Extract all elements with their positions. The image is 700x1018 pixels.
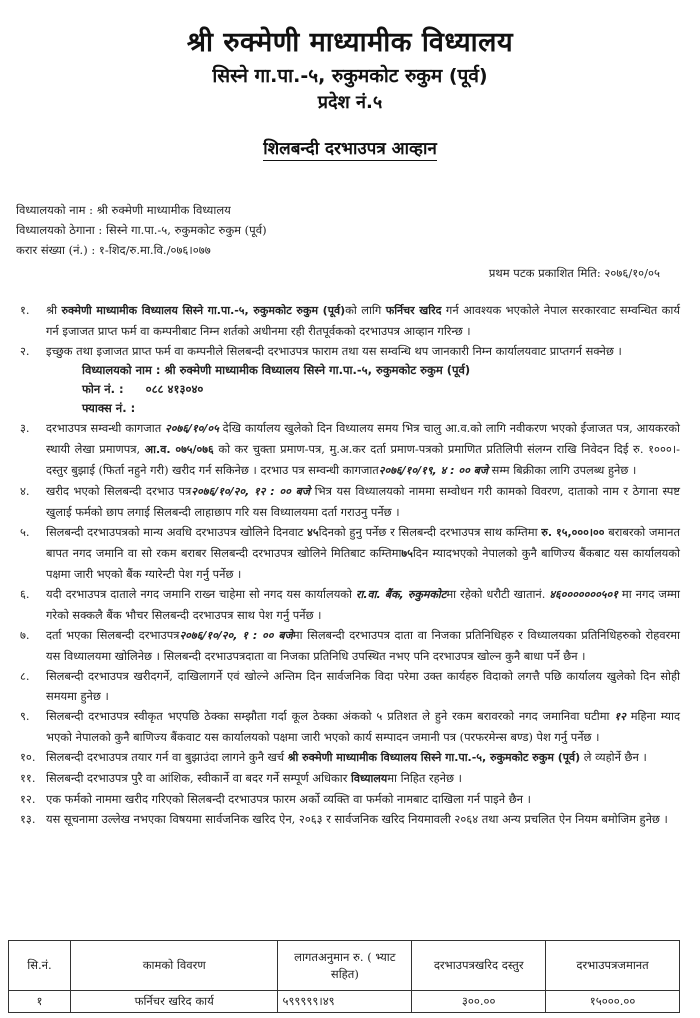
term-fragment: मा रहेको धरौटी खातानं. [446,587,550,601]
notice-title [0,136,700,159]
term-number: ८. [20,669,30,683]
term-fragment: दरभाउपत्र सम्वन्धी कागजात [46,421,166,435]
cell-bid-security: १५०००.०० [546,991,680,1013]
term-fragment: मा निहित रहनेछ । [387,771,462,785]
term-text [46,706,680,747]
term-emphasis: ४६०००००००५०१ [549,588,618,601]
term-fragment: गर्न आवश्यक भएकोले नेपाल सरकारवाट सम्वन्धित कार्य गर्न इजाजत प्राप्त फर्म वा कम्पनीबाट निम्न शर्तको अधीनमा रही रीतपूर्वकको दरभाउपत्र आव्हान गरिन्छ । [46,303,680,338]
cell-work-description: फर्निचर खरिद कार्य [70,991,278,1013]
term-item [14,584,680,625]
contact-phone [82,380,680,399]
terms-list [14,300,680,829]
term-number: १०. [20,750,36,764]
table-row [9,991,680,1013]
header-serial: सि.नं. [9,941,71,991]
term-number: ६. [20,587,30,601]
term-fragment: बराबरको जमानत बापत नगद जमानि वा सो रकम बराबर सिलबन्दी दरभाउपत्र खोलिने मितिबाट कम्तिमा [46,525,680,560]
term-fragment: महिना म्याद भएको नेपालको कुनै बाणिज्य बैंकवाट यस कार्यालयको पक्षमा जारी भएको कार्य सम्पादन जमानी पत्र (परफरमेन्स बण्ड) पेश गर्नु पर्नेछ । [46,709,680,744]
term-fragment: यस सूचनामा उल्लेख नभएका विषयमा सार्वजनिक खरिद ऐन, २०६३ र सार्वजनिक खरिद नियमावली २०६४ तथा अन्य प्रचलित ऐन नियम बमोजिम हुनेछ । [46,812,668,826]
term-text [46,522,680,584]
term-item [14,418,680,481]
term-number: ७. [20,628,30,642]
header-cost-estimate: लागतअनुमान रु. ( भ्याट सहित) [278,941,412,991]
term-fragment: सिलबन्दी दरभाउपत्र स्वीकृत भएपछि ठेक्का सम्झौता गर्दा कूल ठेक्का अंकको ५ प्रतिशत ले हुने रकम बरावरको नगद जमानिवा घटीमा [46,709,615,723]
term-item [14,706,680,747]
term-number: ३. [20,421,30,435]
contact-fax [82,399,680,418]
contact-school-name: विध्यालयको नाम : श्री रुक्मेणी माध्यामीक विध्यालय सिस्ने गा.पा.-५, रुकुमकोट रुकुम (पूर्व) [82,363,471,377]
fax-label: फ्याक्स नं. : [82,401,136,415]
term-item [14,747,680,768]
school-address-line: विध्यालयको ठेगाना : सिस्ने गा.पा.-५, रुकुमकोट रुकुम (पूर्व) [16,223,267,237]
header-purchase-fee: दरभाउपत्रखरिद दस्तुर [412,941,546,991]
phone-value: ०८८ ४१३०४० [145,382,204,396]
term-text [46,768,680,789]
term-fragment: यदी दरभाउपत्र दाताले नगद जमानि राख्न चाहेमा सो नगद यस कार्यालयको [46,587,356,601]
term-text [46,341,680,361]
term-emphasis: रा.वा. बैंक, रुकुमकोट [355,588,447,601]
term-fragment: श्री [46,303,62,317]
term-text [46,789,680,809]
term-emphasis: ७५ [401,547,413,560]
term-item [14,341,680,361]
term-text [46,584,680,625]
notice-title-text: शिलबन्दी दरभाउपत्र आव्हान [263,139,437,159]
term-emphasis: आ.व. ०७५/०७६ [144,443,214,456]
term-number: १३. [20,812,36,826]
term-fragment: ले व्यहोर्ने छैन । [580,750,647,764]
province: प्रदेश नं.५ [317,92,383,113]
term-number: १. [20,303,30,317]
term-number: ५. [20,525,30,539]
tender-table [8,940,680,1013]
term-emphasis: २०७६/१०/२०, १ : ०० बजे [179,629,293,642]
term-emphasis: २०७६/१०/२०, १२ : ०० बजे [191,485,311,498]
contract-number-line: करार संख्या (नं.) : १-शिद/रु.मा.वि./०७६।०७७ [16,243,211,257]
term-item [14,768,680,789]
term-number: ९. [20,709,30,723]
term-emphasis: विध्यालय [351,772,388,785]
school-info [16,200,267,260]
term-text [46,418,680,481]
term-text [46,481,680,522]
term-fragment: को कर चुक्ता प्रमाण-पत्र, मु.अ.कर दर्ता प्रमाण-पत्रको प्रमाणित प्रतिलिपी संलग्न राखि निवेदन दिई रु. १०००।- दस्तुर बुझाई (फिर्ता नहुने गरी) खरीद गर्न सकिनेछ । दरभाउ पत्र सम्वन्धी कागजात [46,442,680,477]
term-number: १२. [20,792,36,806]
cell-cost-estimate: ५९९९९९।४९ [278,991,412,1013]
term-item [14,625,680,666]
term-text [46,666,680,706]
term-text [46,300,680,341]
term-fragment: दिन म्यादभएको नेपालको कुनै बाणिज्य बैंकबाट यस कार्यालयको पक्षमा जारी भएको बैंक ग्यारेन्टी पेश गर्नु पर्नेछ । [46,546,680,581]
term-fragment: को लागि [345,303,386,317]
contact-block [14,361,680,418]
term-fragment: इच्छुक तथा इजाजत प्राप्त फर्म वा कम्पनीले सिलबन्दी दरभाउपत्र फाराम तथा यस सम्वन्धि थप जानकारी निम्न कार्यालयवाट प्राप्तगर्न सक्नेछ । [46,344,622,358]
term-fragment: देखि कार्यालय खुलेको दिन विध्यालय समय भित्र चालु आ.व.को लागि नवीकरण भएको ईजाजत पत्र, आयकरको स्थायी लेखा प्रमाणपत्र, [46,421,680,456]
term-fragment: भित्र यस विध्यालयको नाममा सम्वोधन गरी कामको विवरण, दाताको नाम र ठेगाना स्पष्ट खुलाई फर्मको छाप लगाई सिलबन्दी लाहाछाप गरि यस विध्यालयमा दर्ता गराउनु पर्नेछ । [46,484,680,519]
term-fragment: मा नगद जम्मा गरेको सक्कलै बैंक भौचर सिलबन्दी दरभाउपत्र साथ पेश गर्नु पर्नेछ । [46,587,680,622]
term-fragment: दर्ता भएका सिलबन्दी दरभाउपत्र [46,628,180,642]
header-bid-security: दरभाउपत्रजमानत [546,941,680,991]
header-work-description: कामको विवरण [70,941,278,991]
term-item [14,300,680,341]
term-emphasis: रुक्मेणी माध्यामीक विध्यालय सिस्ने गा.पा.-५, रुकुमकोट रुकुम (पूर्व) [61,304,346,317]
term-emphasis: फर्निचर खरिद [385,304,442,317]
term-emphasis: ४५ [307,526,319,539]
term-fragment: दिनको हुनु पर्नेछ र सिलबन्दी दरभाउपत्र साथ कम्तिमा [318,525,542,539]
term-text [46,747,680,768]
term-fragment: सिलबन्दी दरभाउपत्र खरीदगर्ने, दाखिलागर्ने एवं खोल्ने अन्तिम दिन सार्वजनिक विदा परेमा उक्त कार्यहरु विदाको लगत्तै पछि कार्यालय खुलेको दिन सोही समयमा हुनेछ । [46,669,680,703]
term-emphasis: रु. १५,०००।०० [541,526,605,539]
term-fragment: सम्म बिक्रीका लागि उपलब्ध हुनेछ । [488,463,637,477]
term-emphasis: २०७६/१०/०५ [165,422,219,435]
term-item [14,809,680,829]
school-title: श्री रुक्मेणी माध्यामीक विध्यालय [186,27,514,58]
term-item [14,522,680,584]
term-item [14,481,680,522]
school-address: सिस्ने गा.पा.-५, रुकुमकोट रुकुम (पूर्व) [212,65,488,87]
term-emphasis: श्री रुक्मेणी माध्यामीक विध्यालय सिस्ने गा.पा.-५, रुकुमकोट रुकुम (पूर्व) [287,751,581,764]
publish-date: प्रथम पटक प्रकाशित मिति: २०७६/१०/०५ [488,266,660,280]
term-emphasis: २०७६/१०/१९, ४ : ०० बजे [378,464,489,477]
term-text [46,809,680,829]
term-fragment: सिलबन्दी दरभाउपत्र तयार गर्न वा बुझाउंदा लागने कुनै खर्च [46,750,288,764]
term-number: ४. [20,484,30,498]
term-item [14,666,680,706]
phone-label: फोन नं. : [82,382,124,396]
term-fragment: एक फर्मको नाममा खरीद गरिएको सिलबन्दी दरभाउपत्र फारम अर्को व्यक्ति वा फर्मको नामबाट दाखिला गर्न पाइने छैन । [46,792,531,806]
cell-serial: १ [9,991,71,1013]
term-number: ११. [20,771,36,785]
school-name-line: विध्यालयको नाम : श्री रुक्मेणी माध्यामीक विध्यालय [16,203,231,217]
term-fragment: सिलबन्दी दरभाउपत्रको मान्य अवधि दरभाउपत्र खोलिने दिनवाट [46,525,308,539]
term-text [46,625,680,666]
term-item [14,789,680,809]
term-fragment: सिलबन्दी दरभाउपत्र पुरै वा आंशिक, स्वीकार्ने वा बदर गर्ने सम्पूर्ण अधिकार [46,771,352,785]
term-fragment: मा सिलबन्दी दरभाउपत्र दाता वा निजका प्रतिनिधिहरु र विध्यालयका प्रतिनिधिहरुको रोहवरमा यस विध्यालयमा खोलिनेछ । सिलबन्दी दरभाउपत्रदाता वा निजका प्रतिनिधि उपस्थित नभए पनि दरभाउपत्र खोल्न कुनै बाधा पर्ने छैन । [46,628,681,663]
term-number: २. [20,344,30,358]
term-fragment: खरीद भएको सिलबन्दी दरभाउ पत्र [46,484,192,498]
term-emphasis: १२ [614,710,626,723]
table-header-row [9,941,680,991]
cell-purchase-fee: ३००.०० [412,991,546,1013]
